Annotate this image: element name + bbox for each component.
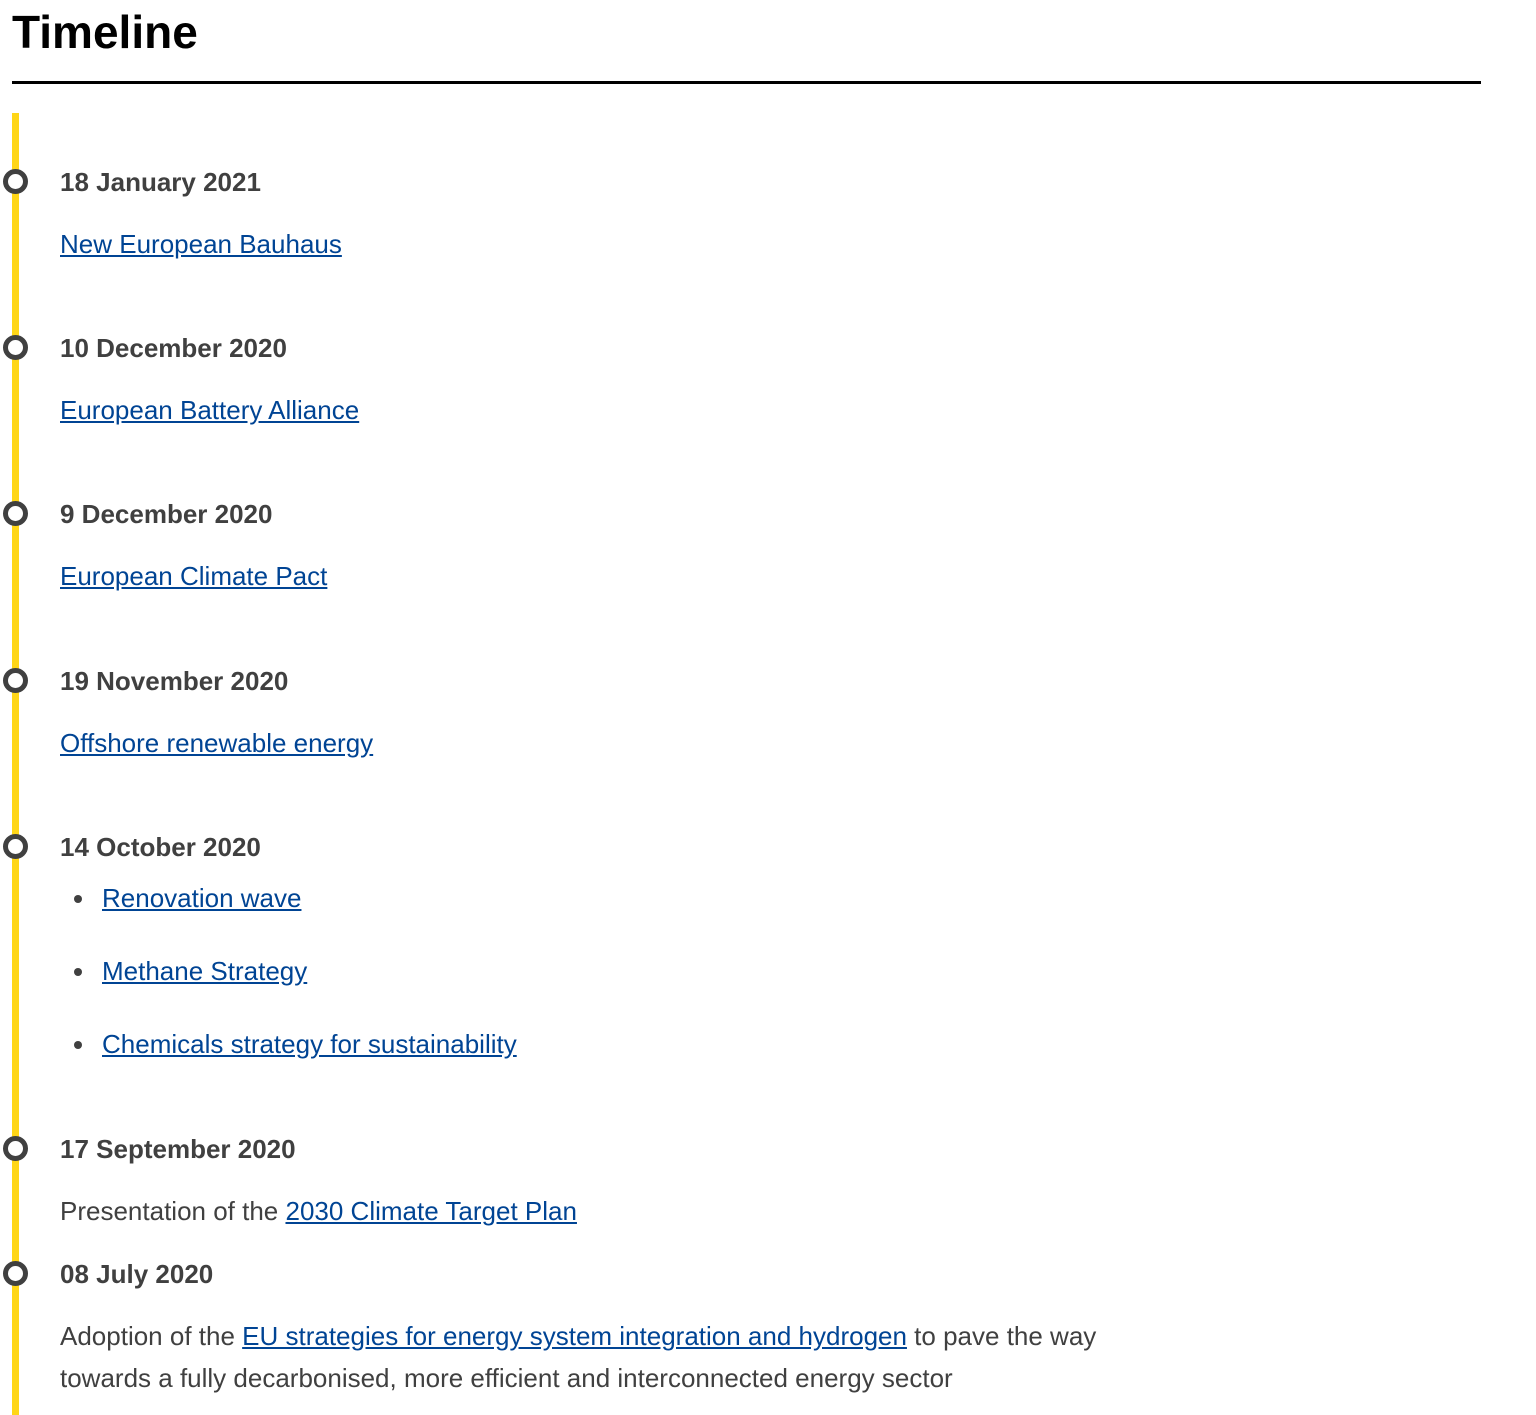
event-description-prefix: Presentation of the [60,1196,286,1226]
event-date: 17 September 2020 [60,1134,296,1164]
bullet-icon [74,1041,82,1049]
event-description-line: towards a fully decarbonised, more efficient and interconnected energy sector [60,1363,953,1393]
timeline-marker-icon [3,668,28,693]
event-date: 08 July 2020 [60,1259,214,1289]
event-link[interactable]: Offshore renewable energy [60,728,374,758]
event-link[interactable]: 2030 Climate Target Plan [285,1196,577,1226]
timeline-line [12,113,19,1415]
title-divider [12,81,1481,84]
bullet-icon [74,895,82,903]
event-description-line [60,1315,1096,1357]
timeline-marker-icon [3,1261,28,1286]
timeline-marker-icon [3,169,28,194]
page-title: Timeline [12,6,198,58]
timeline-marker-icon [3,1136,28,1161]
event-link[interactable]: Methane Strategy [102,956,308,986]
event-link[interactable]: EU strategies for energy system integration and hydrogen [242,1321,907,1351]
timeline-marker-icon [3,335,28,360]
event-description [60,555,327,597]
timeline-marker-icon [3,501,28,526]
timeline-marker-icon [3,834,28,859]
event-date: 19 November 2020 [60,666,289,696]
event-link[interactable]: Renovation wave [102,883,302,913]
event-link[interactable]: European Climate Pact [60,561,328,591]
event-date: 14 October 2020 [60,832,261,862]
event-date: 18 January 2021 [60,167,261,197]
event-description [60,389,359,431]
event-description [60,1190,577,1232]
event-link[interactable]: European Battery Alliance [60,395,360,425]
event-description [60,1315,1096,1399]
event-link[interactable]: New European Bauhaus [60,229,342,259]
event-description-prefix: Adoption of the [60,1321,243,1351]
event-date: 10 December 2020 [60,333,287,363]
bullet-icon [74,968,82,976]
event-description-suffix: to pave the way [906,1321,1097,1351]
event-link[interactable]: Chemicals strategy for sustainability [102,1029,517,1059]
event-date: 9 December 2020 [60,499,273,529]
event-description [60,722,373,764]
event-description [60,223,342,265]
